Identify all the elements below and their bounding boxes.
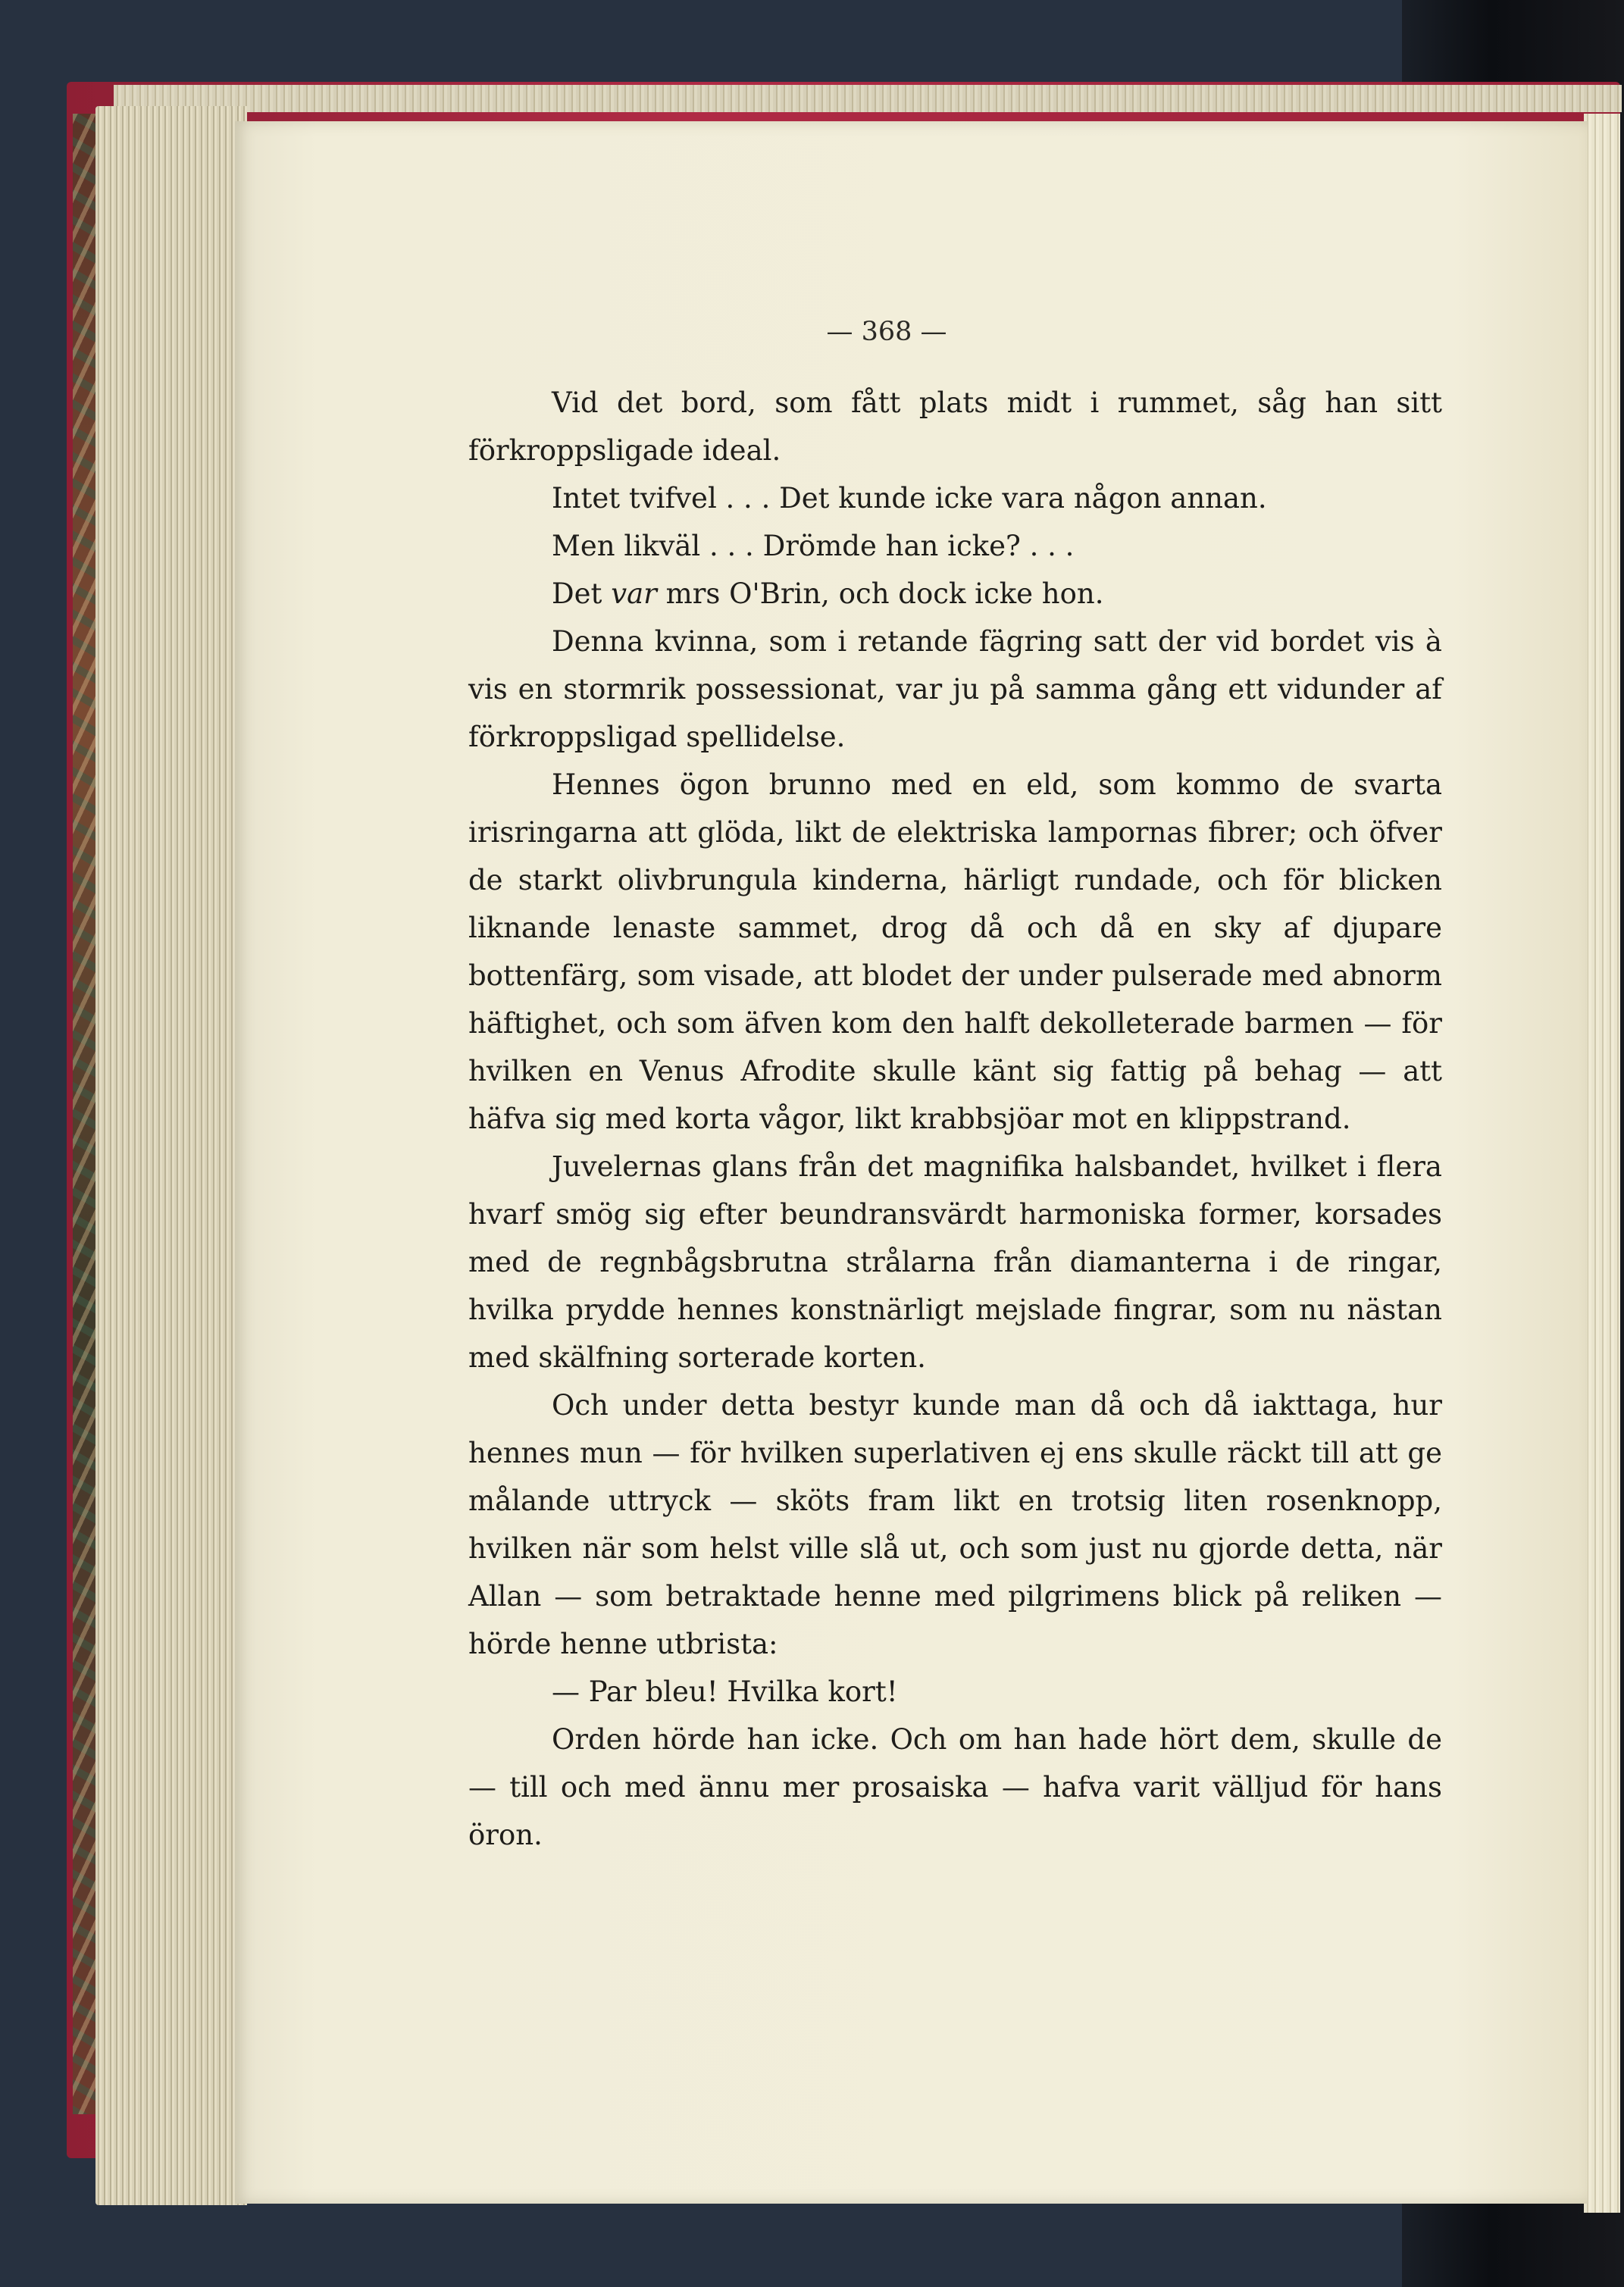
paragraph-5: Denna kvinna, som i retande fägring satt der vid bordet vis à vis en stormrik possessionat, var ju på samma gång ett vidunder af förkroppsligad spellidelse.: [468, 625, 1442, 753]
paragraph-8: Och under detta bestyr kunde man då och då iakttaga, hur hennes mun — för hvilken superlativen ej ens skulle räckt till att ge målande uttryck — sköts fram likt en trotsig liten rosenknopp, hvilken när som helst ville slå ut, och som just nu gjorde detta, när Allan — som betraktade henne med pilgrimens blick på reliken — hörde henne utbrista:: [468, 1389, 1442, 1660]
paragraph-4: [468, 570, 1442, 618]
paragraph-2: Intet tvifvel . . . Det kunde icke vara någon annan.: [552, 482, 1267, 515]
page-number: — 368 —: [826, 317, 947, 347]
paragraph-4-emphasis: var: [611, 577, 657, 610]
paragraph-3: Men likväl . . . Drömde han icke? . . .: [552, 530, 1075, 562]
paragraph-10: Orden hörde han icke. Och om han hade hört dem, skulle de — till och med ännu mer prosaiska — hafva varit välljud för hans öron.: [468, 1723, 1442, 1851]
paragraph-1: Vid det bord, som fått plats midt i rummet, såg han sitt förkroppsligade ideal.: [468, 386, 1442, 467]
right-page-edges: [1584, 114, 1620, 2213]
paragraph-6: Hennes ögon brunno med en eld, som kommo de svarta irisringarna att glöda, likt de elektriska lampornas fibrer; och öfver de starkt olivbrungula kinderna, härligt rundade, och för blicken liknande lenaste sammet, drog då och då en sky af djupare bottenfärg, som visade, att blodet der under pulserade med abnorm häftighet, och som äfven kom den halft dekolleterade barmen — för hvilken en Venus Afrodite skulle känt sig fattig på behag — att häfva sig med korta vågor, likt krabbsjöar mot en klippstrand.: [468, 768, 1442, 1135]
paragraph-4-after: mrs O'Brin, och dock icke hon.: [656, 577, 1104, 610]
paragraph-7: Juvelernas glans från det magnifika halsbandet, hvilket i flera hvarf smög sig efter beundransvärdt harmoniska former, korsades med de regnbågsbrutna strålarna från diamanterna i de ringar, hvilka prydde hennes konstnärligt mejslade fingrar, som nu nästan med skälfning sorterade korten.: [468, 1150, 1442, 1374]
paragraph-9: — Par bleu! Hvilka kort!: [552, 1675, 898, 1708]
page-text: [468, 379, 1442, 1859]
top-page-edges: [114, 85, 1622, 112]
left-page-stack: [95, 106, 247, 2205]
paragraph-4-before: Det: [552, 577, 612, 610]
